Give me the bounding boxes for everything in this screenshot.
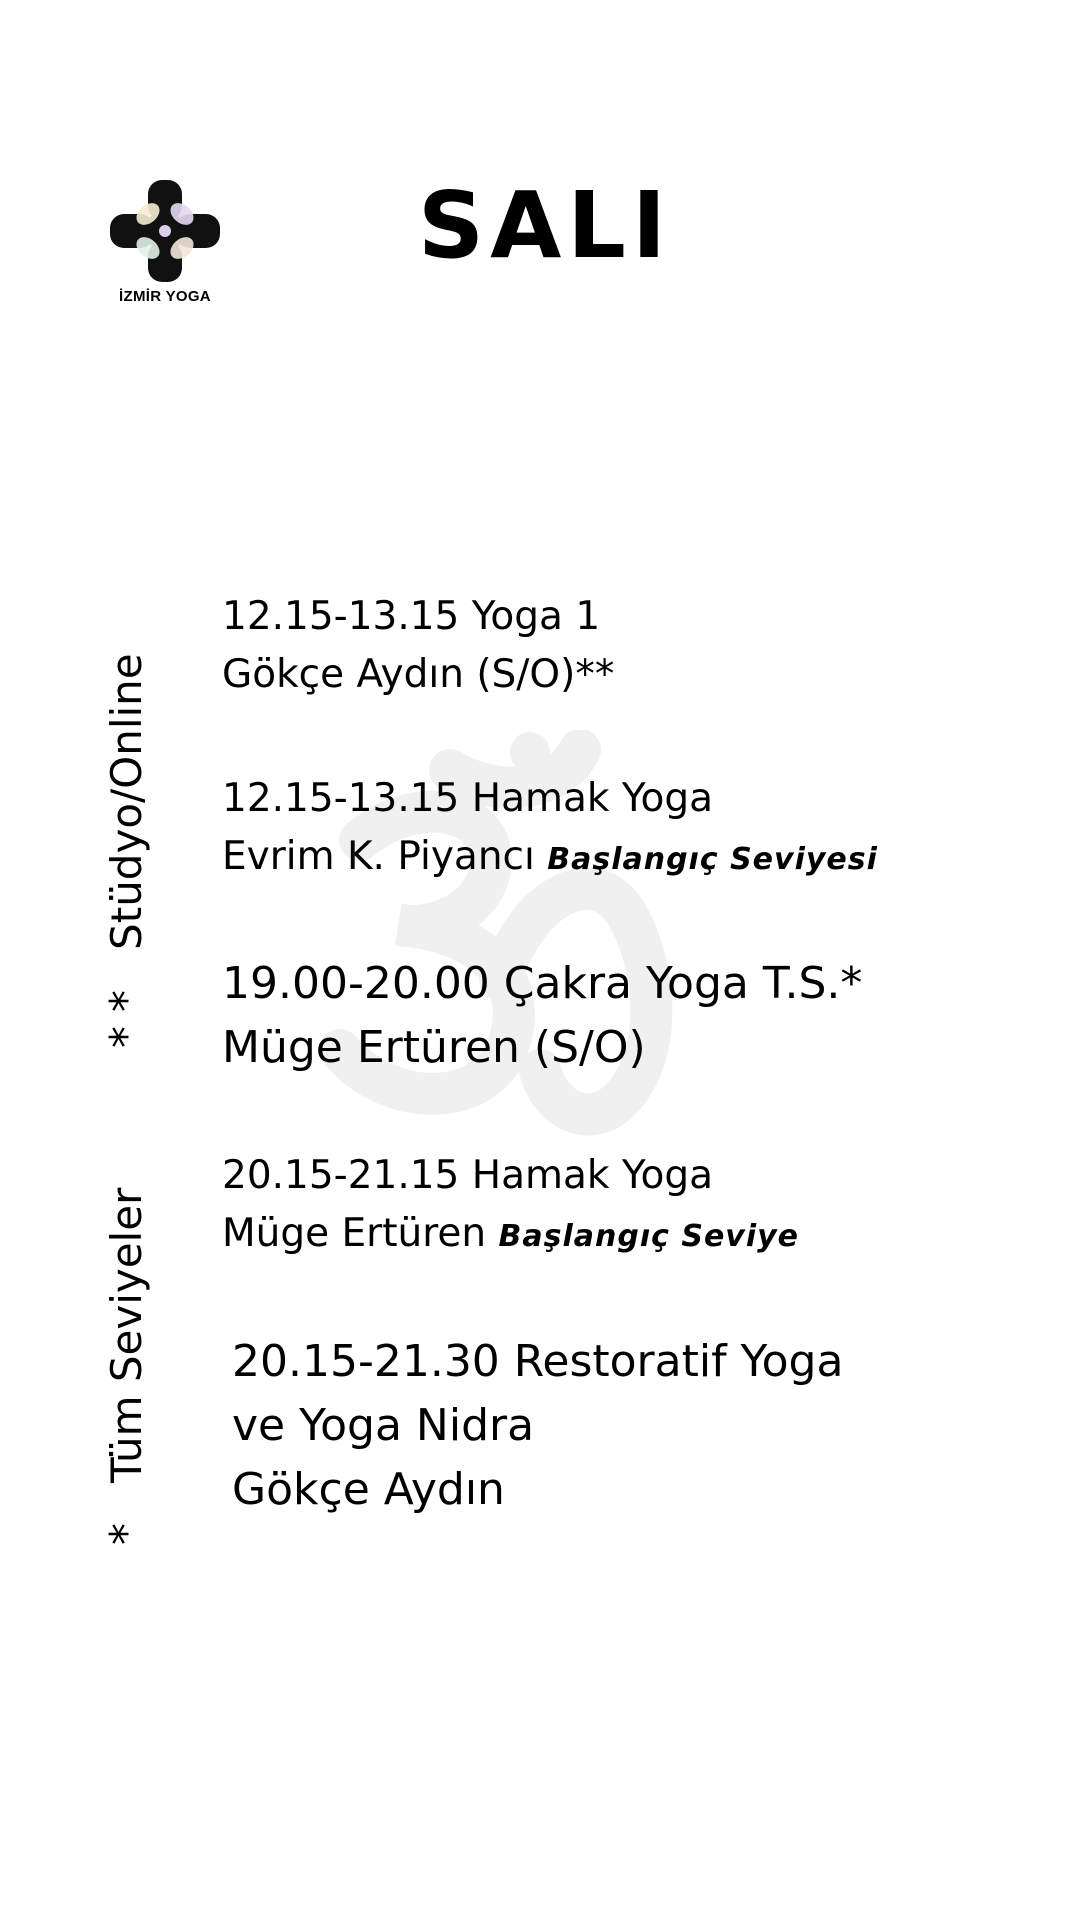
class-entry — [222, 1147, 799, 1266]
class-instructor: Müge Ertüren — [222, 1211, 487, 1256]
class-time-title: 20.15-21.30 Restoratif Yoga — [232, 1336, 844, 1387]
class-instructor: Evrim K. Piyancı — [222, 834, 535, 879]
class-entry — [222, 952, 862, 1080]
class-instructor: Müge Ertüren (S/O) — [222, 1022, 646, 1073]
side-label-top-text: Stüdyo/Online — [102, 653, 151, 950]
side-label-bottom-marker: * — [101, 1523, 152, 1545]
class-entry — [232, 1330, 843, 1522]
class-subtitle: ve Yoga Nidra — [232, 1400, 535, 1451]
logo-text: İZMİR YOGA — [119, 288, 211, 305]
class-entry — [222, 770, 878, 889]
side-label-studio-online — [101, 653, 152, 1048]
class-time-title: 19.00-20.00 Çakra Yoga T.S.* — [222, 958, 863, 1009]
side-label-all-levels — [101, 1187, 152, 1545]
side-label-bottom-text: Tüm Seviyeler — [102, 1187, 151, 1483]
class-time-title: 12.15-13.15 Yoga 1 — [222, 594, 601, 639]
class-entry — [222, 588, 614, 704]
brand-logo — [110, 180, 220, 310]
side-label-top-marker: * * — [101, 990, 152, 1048]
class-level: Başlangıç Seviye — [498, 1219, 800, 1254]
class-instructor: Gökçe Aydın (S/O)** — [222, 652, 615, 697]
class-level: Başlangıç Seviyesi — [547, 842, 878, 877]
class-time-title: 12.15-13.15 Hamak Yoga — [222, 776, 714, 821]
class-time-title: 20.15-21.15 Hamak Yoga — [222, 1153, 714, 1198]
class-instructor: Gökçe Aydın — [232, 1464, 505, 1515]
lotus-cross-logo-icon — [110, 180, 220, 285]
page-title: SALI — [417, 172, 673, 279]
